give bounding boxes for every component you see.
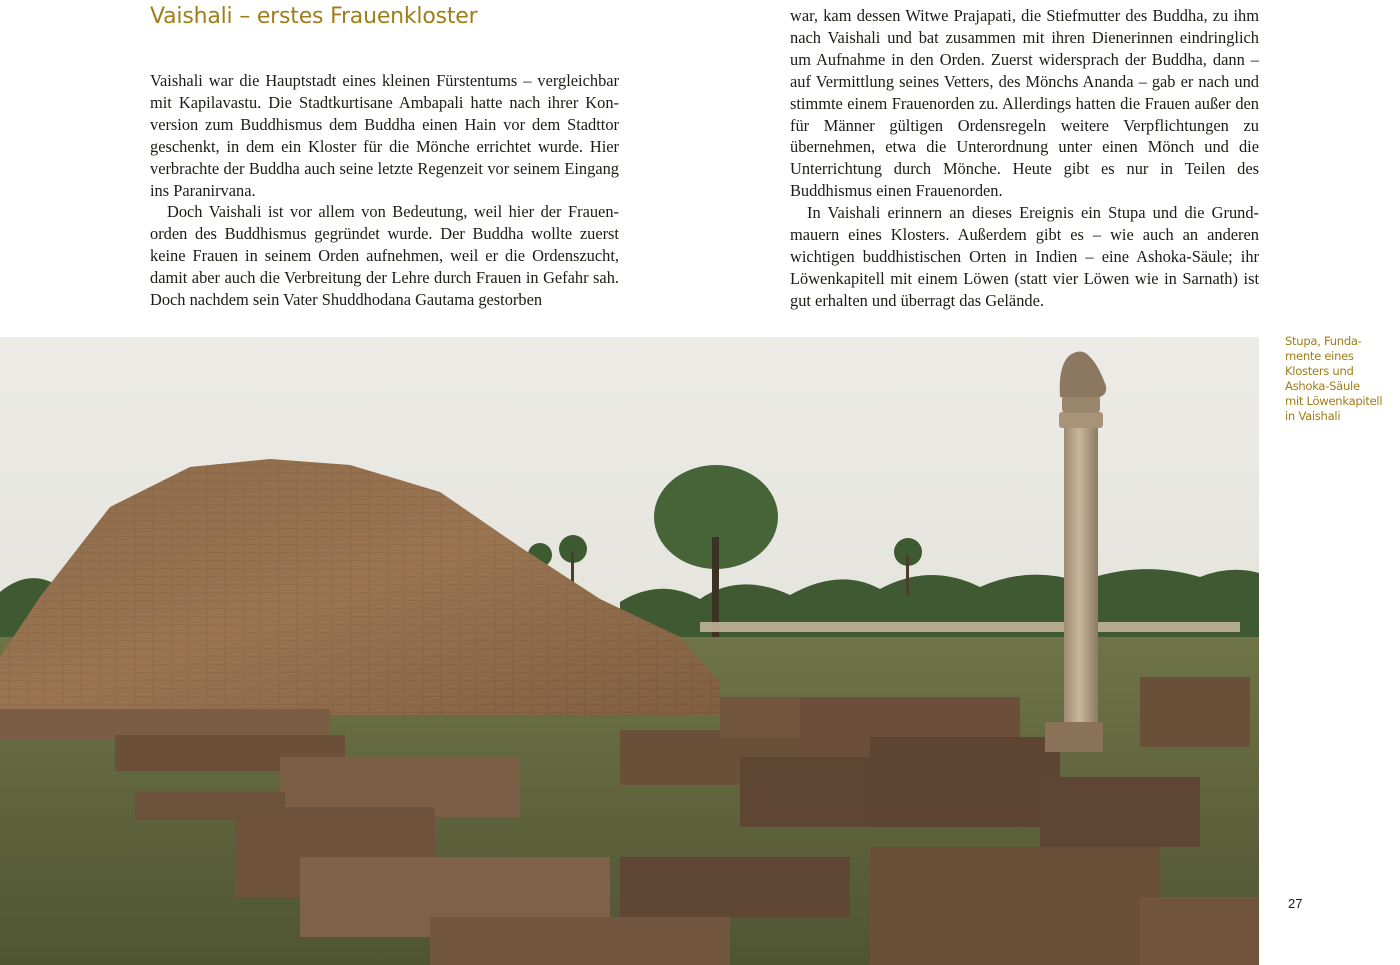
caption-line: in Vaishali xyxy=(1285,409,1341,423)
caption-line: Klosters und xyxy=(1285,364,1354,378)
left-text-column xyxy=(150,70,619,311)
fence xyxy=(700,622,1240,632)
right-paragraph-2: In Vaishali erinnern an dieses Ereignis ein Stupa und die Grundmauern eines Klosters. Außerdem gibt es – wie auch an anderen wichtigen buddhistischen Orten in Indien – eine Ashoka-Säule; ihr Löwenkapitell mit einem Löwen (statt vier Löwen wie in Sarnath) ist gut erhalten und überragt das Gelände. xyxy=(790,203,1259,310)
caption-line: Ashoka-Säule xyxy=(1285,379,1360,393)
page-title: Vaishali – erstes Frauenkloster xyxy=(150,4,478,29)
vaishali-photo xyxy=(0,337,1259,965)
photo-caption xyxy=(1285,334,1395,424)
left-paragraph-2: Doch Vaishali ist vor allem von Bedeutung, weil hier der Frauenorden des Buddhismus gegründet wurde. Der Buddha wollte zuerst keine Frauen in seinem Orden aufnehmen, weil er die Ordenszucht, damit aber auch die Verbreitung der Lehre durch Frauen in Gefahr sah. Doch nachdem sein Vater Shuddhodana Gautama gestorben xyxy=(150,202,619,310)
caption-line: mit Löwenkapitell xyxy=(1285,394,1383,408)
right-text-column xyxy=(790,5,1259,312)
right-paragraph-1: war, kam dessen Witwe Prajapati, die Stiefmutter des Buddha, zu ihm nach Vaishali und bat zusammen mit ihren Dienerinnen eindringlich um Aufnahme in den Orden. Zuerst widersprach der Buddha, dann – auf Vermittlung seines Vetters, des Mönchs Ananda – gab er nach und stimmte einem Frauenorden zu. Allerdings hatten die Frauen außer den für Männer gültigen Ordensregeln weitere Verpflichtungen zu übernehmen, etwa die Unterordnung unter einen Mönch und die Unterrichtung durch Mönche. Heute gibt es nur in Teilen des Buddhismus einen Frauenorden. xyxy=(790,6,1259,201)
caption-line: Stupa, Funda- xyxy=(1285,334,1362,348)
caption-line: mente eines xyxy=(1285,349,1354,363)
page-number: 27 xyxy=(1288,896,1303,911)
left-paragraph-1: Vaishali war die Hauptstadt eines kleinen Fürstentums – vergleichbar mit Kapilavastu. Die Stadtkurtisane Ambapali hatte nach ihrer Konversion zum Buddhismus dem Buddha einen Hain vor dem Stadttor geschenkt, in dem ein Kloster für die Mönche errichtet wurde. Hier verbrachte der Buddha auch seine letzte Regenzeit vor seinem Eingang ins Paranirvana. xyxy=(150,71,619,200)
